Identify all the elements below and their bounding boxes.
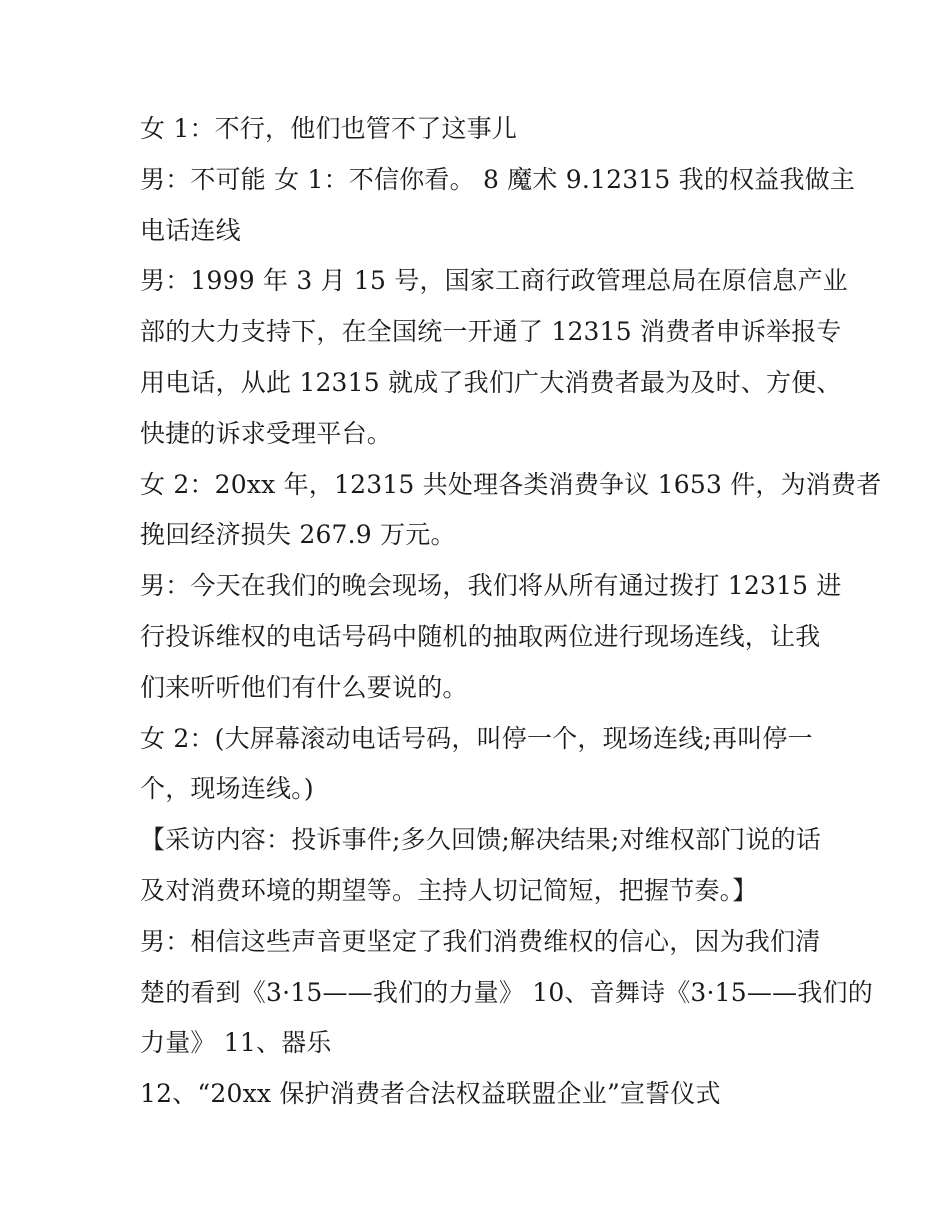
text-line-7: 快捷的诉求受理平台。 [140,418,393,448]
text-line-18: 楚的看到《3·15——我们的力量》 10、音舞诗《3·15——我们的 [140,977,873,1007]
text-line-14: 个，现场连线。) [140,774,314,804]
text-line-8: 女 2：20xx 年，12315 共处理各类消费争议 1653 件，为消费者 [140,469,882,499]
text-line-15: 【采访内容：投诉事件;多久回馈;解决结果;对维权部门说的话 [140,825,822,855]
text-line-10: 男：今天在我们的晚会现场，我们将从所有通过拨打 12315 进 [140,571,842,601]
text-line-13: 女 2：(大屏幕滚动电话号码，叫停一个，现场连线;再叫停一 [140,723,813,753]
text-line-4: 男：1999 年 3 月 15 号，国家工商行政管理总局在原信息产业 [140,266,848,296]
document-body [140,104,882,1120]
text-line-19: 力量》 11、器乐 [140,1028,332,1058]
text-line-3: 电话连线 [140,215,241,245]
text-line-2: 男：不可能 女 1：不信你看。 8 魔术 9.12315 我的权益我做主 [140,164,856,194]
text-line-17: 男：相信这些声音更坚定了我们消费维权的信心，因为我们清 [140,926,821,956]
text-line-11: 行投诉维权的电话号码中随机的抽取两位进行现场连线，让我 [140,621,821,651]
text-line-9: 挽回经济损失 267.9 万元。 [140,520,456,550]
text-line-5: 部的大力支持下，在全国统一开通了 12315 消费者申诉举报专 [140,317,842,347]
text-line-20: 12、“20xx 保护消费者合法权益联盟企业”宣誓仪式 [140,1079,721,1109]
text-line-6: 用电话，从此 12315 就成了我们广大消费者最为及时、方便、 [140,367,842,397]
text-line-12: 们来听听他们有什么要说的。 [140,672,468,702]
text-line-16: 及对消费环境的期望等。主持人切记简短，把握节奏。】 [140,875,758,905]
text-line-1: 女 1：不行，他们也管不了这事儿 [140,114,518,143]
